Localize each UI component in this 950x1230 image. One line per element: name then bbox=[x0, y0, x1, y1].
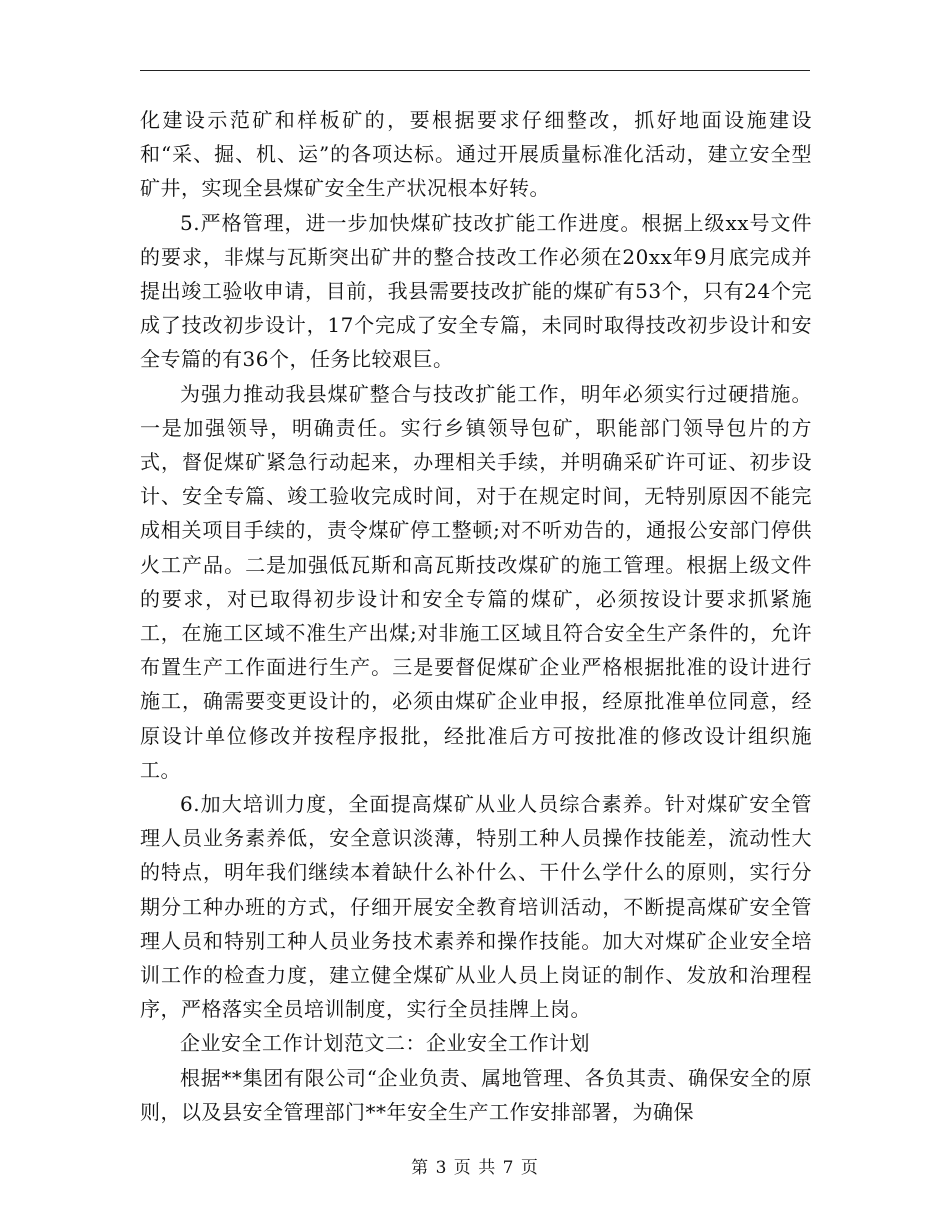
paragraph-5: 根据**集团有限公司“企业负责、属地管理、各负其责、确保安全的原则，以及县安全管理部门**年安全生产工作安排部署，为确保 bbox=[140, 1065, 812, 1124]
paragraph-2: 5.严格管理，进一步加快煤矿技改扩能工作进度。根据上级xx号文件的要求，非煤与瓦斯突出矿井的整合技改工作必须在20xx年9月底完成并提出竣工验收申请，目前，我县需要技改扩能的煤矿有53个，只有24个完成了技改初步设计，17个完成了安全专篇，未同时取得技改初步设计和安全专篇的有36个，任务比较艰巨。 bbox=[140, 210, 812, 372]
paragraph-4: 6.加大培训力度，全面提高煤矿从业人员综合素养。针对煤矿安全管理人员业务素养低，安全意识淡薄，特别工种人员操作技能差，流动性大的特点，明年我们继续本着缺什么补什么、干什么学什么的原则，实行分期分工种办班的方式，仔细开展安全教育培训活动，不断提高煤矿安全管理人员和特别工种人员业务技术素养和操作技能。加大对煤矿企业安全培训工作的检查力度，建立健全煤矿从业人员上岗证的制作、发放和治理程序，严格落实全员培训制度，实行全员挂牌上岗。 bbox=[140, 792, 812, 1022]
header-rule bbox=[140, 70, 810, 71]
paragraph-3: 为强力推动我县煤矿整合与技改扩能工作，明年必须实行过硬措施。一是加强领导，明确责任。实行乡镇领导包矿，职能部门领导包片的方式，督促煤矿紧急行动起来，办理相关手续，并明确采矿许可证、初步设计、安全专篇、竣工验收完成时间，对于在规定时间，无特别原因不能完成相关项目手续的，责令煤矿停工整顿;对不听劝告的，通报公安部门停供火工产品。二是加强低瓦斯和高瓦斯技改煤矿的施工管理。根据上级文件的要求，对已取得初步设计和安全专篇的煤矿，必须按设计要求抓紧施工，在施工区域不准生产出煤;对非施工区域且符合安全生产条件的，允许布置生产工作面进行生产。三是要督促煤矿企业严格根据批准的设计进行施工，确需要变更设计的，必须由煤矿企业申报，经原批准单位同意，经原设计单位修改并按程序报批，经批准后方可按批准的修改设计组织施工。 bbox=[140, 381, 812, 782]
document-body bbox=[140, 103, 812, 1129]
section-heading: 企业安全工作计划范文二：企业安全工作计划 bbox=[180, 1031, 590, 1056]
paragraph-1: 化建设示范矿和样板矿的，要根据要求仔细整改，抓好地面设施建设和“采、掘、机、运”的各项达标。通过开展质量标准化活动，建立安全型矿井，实现全县煤矿安全生产状况根本好转。 bbox=[140, 108, 812, 201]
page-number: 第 3 页 共 7 页 bbox=[411, 1158, 539, 1178]
